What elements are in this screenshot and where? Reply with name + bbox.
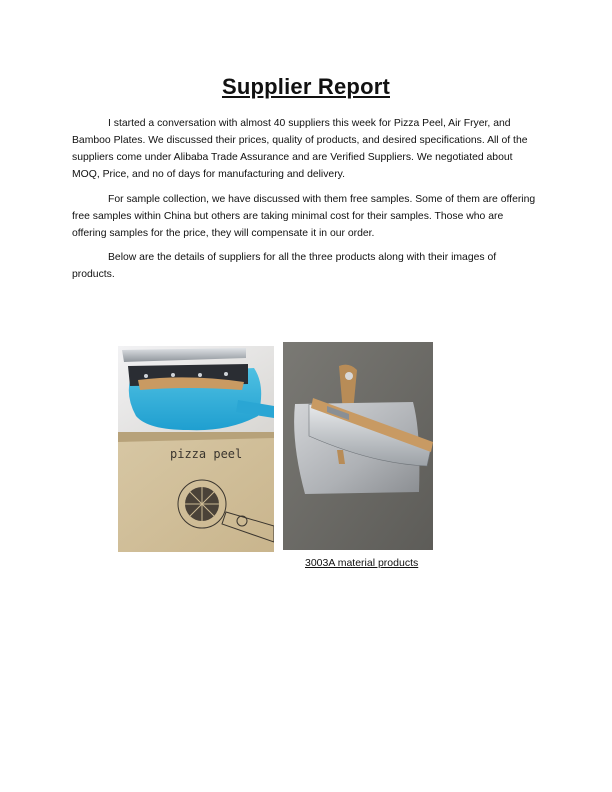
paragraph-intro: I started a conversation with almost 40 suppliers this week for Pizza Peel, Air Fryer, and Bamboo Plates. We discussed their prices, quality of products, and desired specifications. All of the suppliers come under Alibaba Trade Assurance and are Verified Suppliers. We negotiated about MOQ, Price, and no of days for manufacturing and delivery.: [72, 118, 528, 180]
paragraph-samples: For sample collection, we have discussed with them free samples. Some of them are offering free samples within China but others are taking minimal cost for their samples. Those who are offering samples for the price, they will compensate it in our order.: [72, 194, 536, 239]
pizza-peel-box-photo: [118, 346, 274, 552]
steel-pizza-peel-photo: [283, 342, 433, 550]
paragraph-details: Below are the details of suppliers for all the three products along with their images of products.: [72, 252, 497, 280]
page-title: Supplier Report: [221, 74, 390, 99]
box-print-text: pizza peel: [170, 447, 243, 461]
image-caption: 3003A material products: [305, 557, 419, 569]
